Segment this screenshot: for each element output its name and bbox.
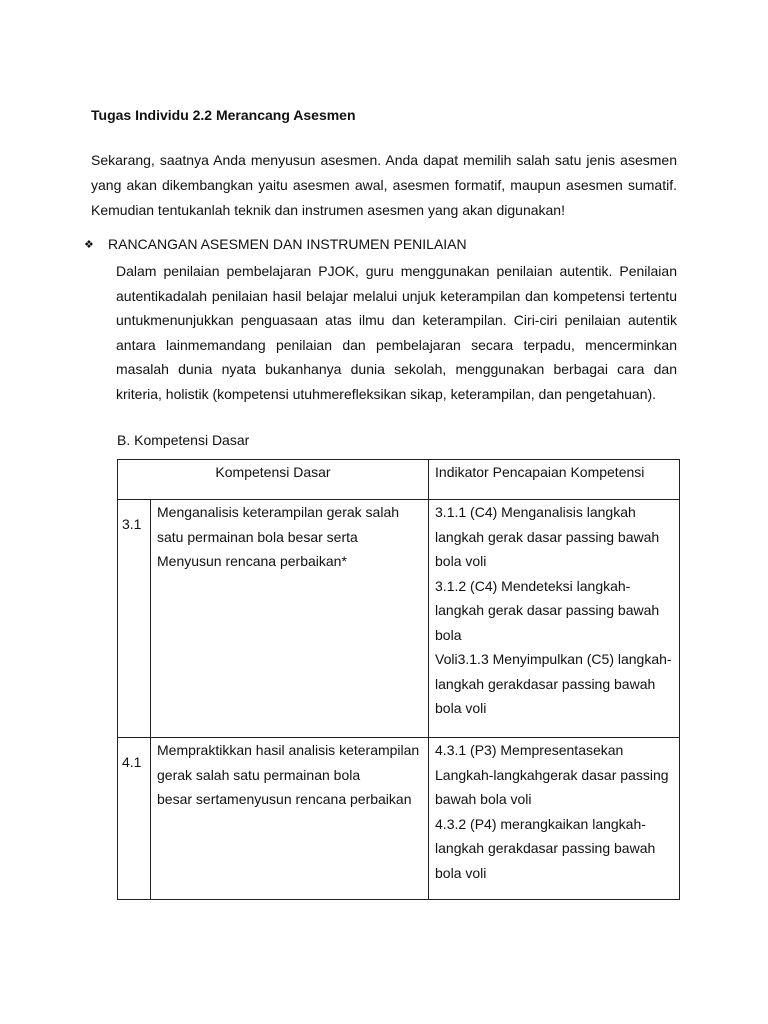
kd-line: besar sertamenyusun rencana perbaikan: [157, 791, 412, 807]
kd-line: Menyusun rencana perbaikan*: [157, 553, 347, 569]
section-heading-text: RANCANGAN ASESMEN DAN INSTRUMEN PENILAIAN: [108, 236, 467, 252]
ipk-line: bola voli: [435, 553, 487, 569]
ipk-line: bawah bola voli: [435, 791, 532, 807]
intro-paragraph: Sekarang, saatnya Anda menyusun asesmen. Anda dapat memilih salah satu jenis asesmen yang akan dikembangkan yaitu asesmen awal, asesmen formatif, maupun asesmen sumatif. Kemudian tentukanlah teknik dan instrumen asesmen yang akan digunakan!: [91, 152, 677, 218]
ipk-line: langkah gerakdasar passing bawah: [435, 840, 656, 856]
ipk-line: bola: [435, 626, 462, 643]
kd-line: gerak salah satu permainan bola: [157, 766, 361, 783]
ipk-line: bola voli: [435, 864, 487, 881]
ipk-line: Voli3.1.3 Menyimpulkan (C5) langkah-: [435, 651, 672, 667]
kd-line: Menganalisis keterampilan gerak salah: [157, 504, 400, 520]
table-header-row: [118, 460, 680, 500]
section-body-paragraph: Dalam penilaian pembelajaran PJOK, guru menggunakan penilaian autentik. Penilaian autentikadalah penilaian hasil belajar melalui unjuk keterampilan dan kompetensi tertentu untukmenunjukkan penguasaan atas ilmu dan keterampilan. Ciri-ciri penilaian autentik antara lainmemandang penilaian dan pembelajaran secara terpadu, mencerminkan masalah dunia nyata bukanhanya dunia sekolah, menggunakan berbagai cara dan kriteria, holistik (kompetensi utuhmerefleksikan sikap, keterampilan, dan pengetahuan).: [116, 263, 677, 402]
row-number: 4.1: [118, 738, 151, 900]
document-title: Tugas Individu 2.2 Merancang Asesmen: [91, 107, 356, 123]
ipk-line: langkah gerak dasar passing bawah: [435, 528, 660, 545]
diamond-bullet-icon: ❖: [84, 238, 94, 251]
subheading-kompetensi-dasar: B. Kompetensi Dasar: [117, 432, 250, 448]
table-row: [118, 738, 680, 900]
ipk-line: 3.1.2 (C4) Mendeteksi langkah-: [435, 577, 631, 594]
ipk-line: bola voli: [435, 700, 487, 716]
kd-cell: [151, 738, 429, 900]
ipk-line: Langkah-langkahgerak dasar passing: [435, 766, 669, 783]
ipk-cell: [429, 738, 680, 900]
ipk-cell: [429, 500, 680, 738]
table-row: [118, 500, 680, 738]
ipk-line: 4.3.1 (P3) Mempresentasekan: [435, 742, 624, 758]
ipk-line: langkah gerakdasar passing bawah: [435, 675, 656, 692]
kd-cell: [151, 500, 429, 738]
ipk-line: 4.3.2 (P4) merangkaikan langkah-: [435, 815, 646, 832]
kompetensi-table: [117, 459, 680, 900]
ipk-line: 3.1.1 (C4) Menganalisis langkah: [435, 504, 636, 520]
table-header-kd: Kompetensi Dasar: [118, 460, 429, 500]
table-header-ipk: Indikator Pencapaian Kompetensi: [429, 460, 680, 500]
kd-line: satu permainan bola besar serta: [157, 528, 358, 545]
section-heading: [84, 236, 467, 252]
kd-line: Mempraktikkan hasil analisis keterampilan: [157, 742, 420, 758]
ipk-line: langkah gerak dasar passing bawah: [435, 602, 660, 618]
row-number: 3.1: [118, 500, 151, 738]
